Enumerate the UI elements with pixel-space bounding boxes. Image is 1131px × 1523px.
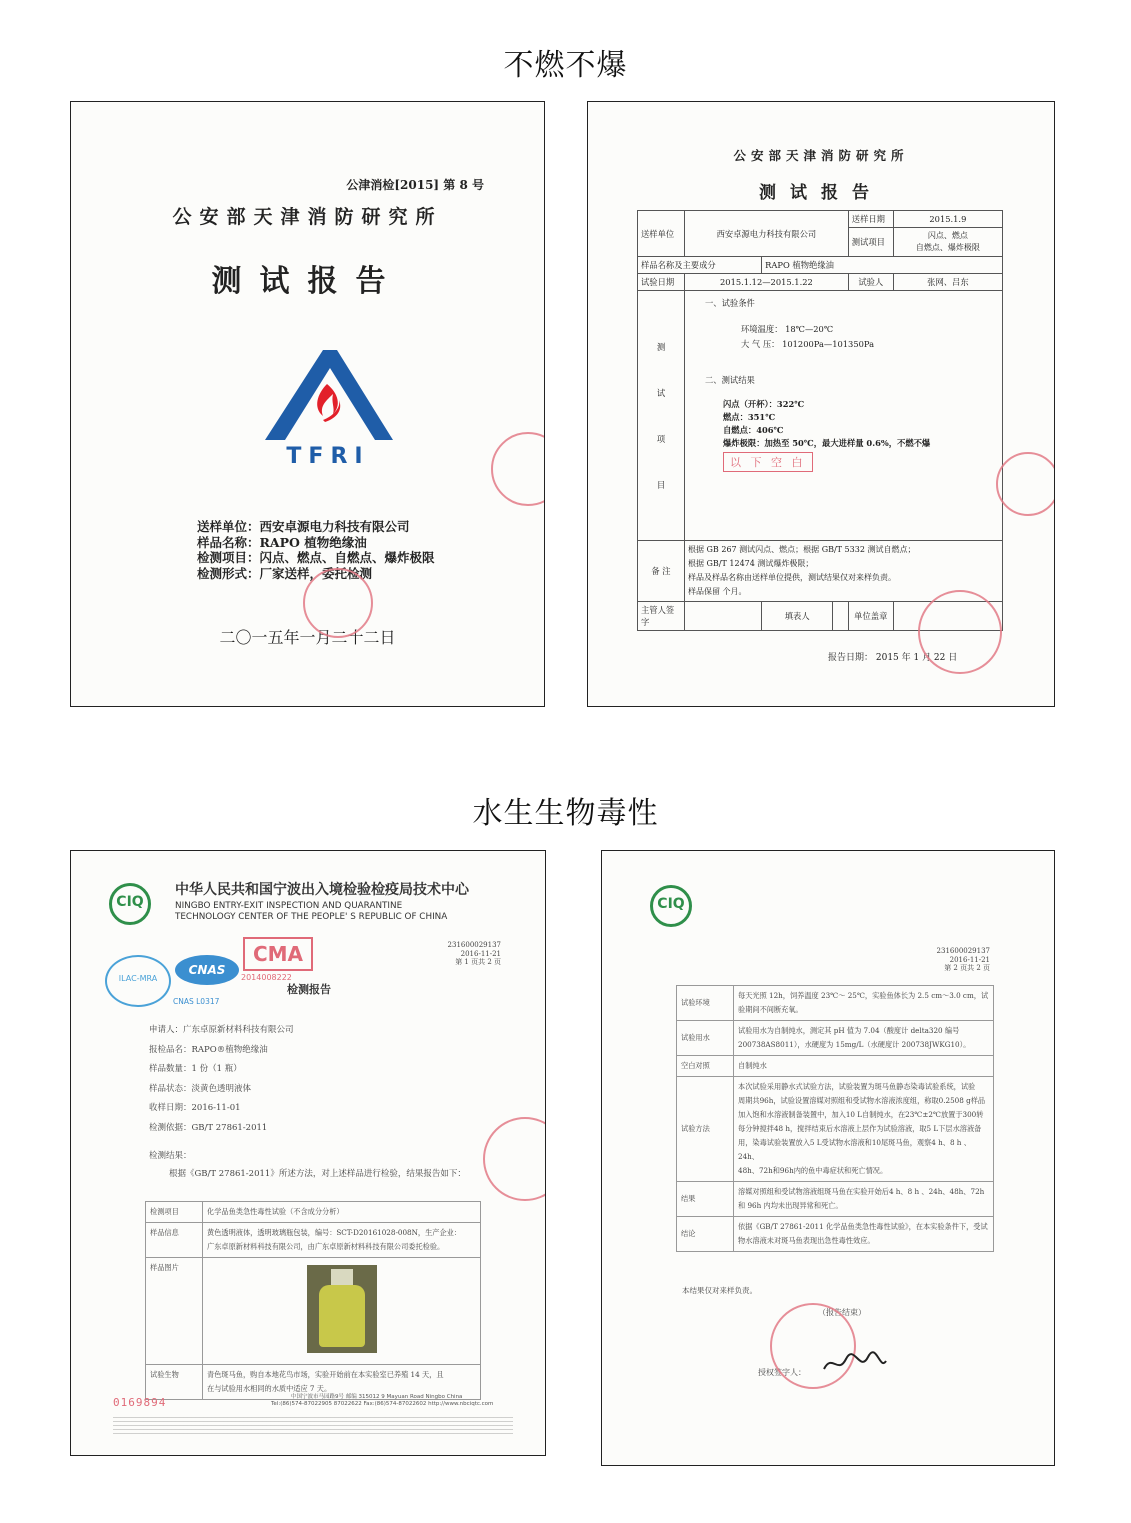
report-number: 公津消检[2015] 第 8 号: [346, 178, 484, 192]
cnas-number: CNAS L0317: [173, 997, 220, 1006]
ciq-logo-icon: CIQ: [109, 883, 151, 925]
ciq-report-page-1: [70, 850, 546, 1456]
page-indicator: 第 2 页共 2 页: [944, 964, 990, 972]
row-line: 每分钟搅拌48 h，搅拌结束后水溶液上层作为试验溶液，取5 L下层水溶液备: [738, 1124, 982, 1133]
tfri-logo: [261, 350, 395, 468]
result-flash-point: 闪点（开杯）：322℃: [723, 399, 805, 409]
row-line: 周期共96h，试验设置溶媒对照组和受试物水溶液浓度组，称取0.2508 g样品: [738, 1096, 986, 1105]
row-value: [734, 1077, 994, 1182]
sample-value: RAPO 植物绝缘油: [762, 257, 1003, 274]
row-label: 试验生物: [146, 1365, 203, 1400]
red-seal-icon: [491, 432, 545, 506]
table-row: [677, 1217, 994, 1252]
results-title: 二、测试结果: [705, 375, 755, 385]
supervisor-label: 主管人签字: [638, 602, 685, 631]
report-date: 报告日期： 2015 年 1 月 22 日: [828, 653, 958, 663]
side-char: 测: [656, 341, 666, 352]
result-explosion-limit: 爆炸极限：加热至 50℃，最大进样量 0.6%，不燃不爆: [723, 438, 931, 448]
supervisor-signature: [685, 602, 762, 631]
table-row: [677, 986, 994, 1021]
result-autoignition: 自燃点：406℃: [723, 425, 784, 435]
center-name-en: [175, 901, 447, 923]
cnas-logo-icon: CNAS: [175, 955, 239, 985]
authorized-signer-label: 授权签字人：: [758, 1368, 806, 1377]
row-line: 200738AS8011），水硬度为 15mg/L（水硬度计 200738JWKG10）。: [738, 1040, 971, 1049]
ciq-logo-icon: CIQ: [650, 885, 692, 927]
institute-name: 公安部天津消防研究所: [172, 206, 443, 228]
field-state: 样品状态：淡黄色透明液体: [149, 1083, 252, 1094]
row-value: [734, 1056, 994, 1077]
fire-test-report: [587, 101, 1055, 707]
ref-number: 231600029137: [447, 941, 501, 949]
report-title: 测试报告: [211, 264, 404, 299]
remark-line: 根据 GB/T 12474 测试爆炸极限；: [688, 559, 814, 568]
result-fire-point: 燃点：351℃: [723, 412, 776, 422]
row-label: 检测项目: [146, 1202, 203, 1223]
section-title-fire: 不燃不爆: [503, 48, 628, 83]
table-row: [677, 1182, 994, 1217]
sample-info-block: [197, 519, 435, 581]
info-sample: 样品名称：RAPO 植物绝缘油: [197, 534, 367, 550]
row-value: [734, 1182, 994, 1217]
red-seal-icon: [303, 568, 373, 638]
row-value: 化学品鱼类急性毒性试验（不含成分分析）: [203, 1202, 481, 1223]
field-sample: 报检品名：RAPO®植物绝缘油: [149, 1044, 268, 1055]
tester-value: 张网、吕东: [893, 274, 1002, 291]
row-line: 在与试验用水相同的水质中适应 7 天。: [207, 1384, 332, 1393]
center-name-cn: 中华人民共和国宁波出入境检验检疫局技术中心: [175, 882, 469, 898]
red-seal-icon: [996, 452, 1055, 516]
test-item-side-label: [638, 291, 685, 541]
send-date-value: 2015.1.9: [893, 211, 1002, 228]
report-title: 检测报告: [287, 983, 331, 996]
test-date-value: 2015.1.12—2015.1.22: [685, 274, 849, 291]
signature-icon: [820, 1349, 890, 1379]
report-date: 2016-11-21: [949, 955, 990, 964]
footer-address: 中国宁波市马园路9号 邮编 315012 9 Mayuan Road Ningbo China: [291, 1394, 463, 1400]
test-content: [685, 291, 1003, 541]
side-char: 试: [656, 387, 666, 398]
center-name-en-line: NINGBO ENTRY-EXIT INSPECTION AND QUARANTINE: [175, 901, 403, 911]
ciq-test-table: [676, 985, 994, 1252]
row-value: [734, 986, 994, 1021]
remark-line: 样品及样品名称由送样单位提供，测试结果仅对来样负责。: [688, 573, 896, 582]
row-line: 物水溶液未对斑马鱼表现出急性毒性效应。: [738, 1236, 875, 1245]
ilac-mra-logo-icon: ILAC-MRA: [105, 955, 171, 1007]
sample-label: 样品名称及主要成分: [638, 257, 762, 274]
responsibility-note: 本结果仅对来样负责。: [682, 1286, 757, 1295]
report-table: [637, 210, 1003, 631]
row-label: 空白对照: [677, 1056, 734, 1077]
row-label: 试验方法: [677, 1077, 734, 1182]
field-quantity: 样品数量：1 份（1 瓶）: [149, 1064, 242, 1074]
row-line: 每天光照 12h，饲养温度 23℃～ 25℃，实验鱼体长为 2.5 cm～3.0 cm，试: [738, 991, 989, 1000]
row-line: 本次试验采用静水式试验方法，试验装置为斑马鱼静态染毒试验系统，试验: [738, 1082, 976, 1091]
items-label: 测试项目: [848, 228, 893, 257]
row-label: 样品信息: [146, 1223, 203, 1258]
row-line: 试验用水为自制纯水，测定其 pH 值为 7.04（酸度计 delta320 编号: [738, 1026, 960, 1035]
table-row: [677, 1077, 994, 1182]
row-line: 验期间不间断充氧。: [738, 1005, 803, 1014]
items-value: [893, 228, 1002, 257]
report-reference: [401, 941, 501, 967]
result-label: 检测结果：: [149, 1151, 192, 1161]
field-basis: 检测依据：GB/T 27861-2011: [149, 1122, 268, 1133]
seal-label: 单位盖章: [848, 602, 893, 631]
ciq-report-page-2: [601, 850, 1055, 1466]
report-date: 2016-11-21: [460, 949, 501, 958]
ciq-result-table: [145, 1201, 481, 1400]
remark-line: 根据 GB 267 测试闪点、燃点；根据 GB/T 5332 测试自燃点；: [688, 545, 916, 554]
sender-label: 送样单位: [638, 211, 685, 257]
row-label: 试验环境: [677, 986, 734, 1021]
row-value: [734, 1021, 994, 1056]
cma-logo-icon: CMA: [243, 937, 313, 971]
row-label: 样品图片: [146, 1258, 203, 1365]
info-items: 检测项目：闪点、燃点、自燃点、爆炸极限: [197, 550, 435, 565]
row-line: 和 96h 内均未出现异常和死亡。: [738, 1201, 843, 1210]
row-value: [734, 1217, 994, 1252]
sample-fields: [149, 1021, 294, 1138]
conditions-pressure: 大 气 压： 101200Pa—101350Pa: [741, 339, 875, 349]
field-applicant: 申请人：广东卓原新材料科技有限公司: [149, 1025, 294, 1035]
row-line: 用，染毒试验装置放入5 L受试物水溶液和10尾斑马鱼，观察4 h、8 h 、24h、: [738, 1138, 971, 1161]
red-seal-icon: [918, 590, 1002, 674]
filler-signature: [833, 602, 849, 631]
row-line: 依据《GB/T 27861-2011 化学品鱼类急性毒性试验》，在本实验条件下，受试: [738, 1222, 988, 1231]
items-line: 闪点、燃点: [927, 231, 968, 240]
result-text: 根据《GB/T 27861-2011》所述方法，对上述样品进行检验，结果报告如下：: [169, 1169, 466, 1179]
tester-label: 试验人: [848, 274, 893, 291]
table-row: [677, 1056, 994, 1077]
serial-number: 0169894: [113, 1396, 167, 1409]
side-char: 目: [656, 479, 666, 490]
bottle-neck-icon: [331, 1269, 353, 1285]
bottle-body-icon: [319, 1285, 365, 1347]
footer-contact: Tel:(86)574-87022905 87022622 Fax:(86)574-87022602 http://www.nbciqtc.com: [271, 1401, 494, 1407]
remark-line: 样品保留 个月。: [688, 587, 747, 596]
ref-number: 231600029137: [936, 947, 990, 955]
row-line: 黄色透明液体，透明玻璃瓶包装，编号：SCT-D20161028-008N，生产企业：: [207, 1228, 462, 1237]
table-row: [677, 1021, 994, 1056]
logo-text: TFRI: [286, 444, 370, 468]
row-line: 广东卓原新材料科技有限公司，由广东卓原新材料科技有限公司委托检验。: [207, 1242, 445, 1251]
sample-photo-cell: [203, 1258, 481, 1365]
report-reference: [890, 947, 990, 973]
row-label: 结论: [677, 1217, 734, 1252]
filler-label: 填表人: [762, 602, 833, 631]
tfri-report-cover: [70, 101, 545, 707]
institute-name: 公安部天津消防研究所: [733, 148, 909, 163]
row-line: 48h、72h和96h内的鱼中毒症状和死亡情况。: [738, 1166, 888, 1175]
row-line: 青色斑马鱼，购自本地花鸟市场，实验开始前在本实验室已养殖 14 天，且: [207, 1370, 444, 1379]
row-line: 溶媒对照组和受试物溶液组斑马鱼在实验开始后4 h、8 h 、24h、48h、72h: [738, 1187, 985, 1196]
sample-bottle-photo: [307, 1265, 377, 1353]
tfri-logo-icon: [261, 350, 395, 468]
report-end: （报告结束）: [818, 1308, 866, 1317]
row-label: 试验用水: [677, 1021, 734, 1056]
test-date-label: 试验日期: [638, 274, 685, 291]
row-line: 自制纯水: [738, 1061, 767, 1070]
send-date-label: 送样日期: [848, 211, 893, 228]
fine-print: [113, 1417, 513, 1437]
sender-value: 西安卓源电力科技有限公司: [685, 211, 849, 257]
section-title-aquatic: 水生生物毒性: [472, 796, 659, 831]
info-sender: 送样单位：西安卓源电力科技有限公司: [197, 519, 410, 534]
remark-label: 备 注: [638, 541, 685, 602]
row-value: [203, 1223, 481, 1258]
report-title: 测试报告: [759, 183, 883, 203]
conditions-title: 一、试验条件: [705, 298, 755, 308]
field-received: 收样日期：2016-11-01: [149, 1103, 241, 1113]
items-line: 自燃点、爆炸极限: [915, 243, 980, 252]
info-form: 检测形式：厂家送样，委托检测: [197, 565, 373, 581]
page-indicator: 第 1 页共 2 页: [455, 958, 501, 966]
red-seal-icon: [483, 1117, 546, 1201]
row-label: 结果: [677, 1182, 734, 1217]
center-name-en-line: TECHNOLOGY CENTER OF THE PEOPLE' S REPUBLIC OF CHINA: [175, 912, 448, 922]
blank-below-stamp: 以 下 空 白: [723, 452, 813, 472]
cma-number: 2014008222: [241, 973, 292, 982]
conditions-temperature: 环境温度： 18℃—20℃: [741, 324, 834, 334]
cover-date: 二〇一五年一月二十二日: [219, 628, 396, 647]
side-char: 项: [656, 433, 666, 444]
row-line: 加入饱和水溶液制备装置中，加入10 L自制纯水，在23℃±2℃放置于300转: [738, 1110, 984, 1119]
